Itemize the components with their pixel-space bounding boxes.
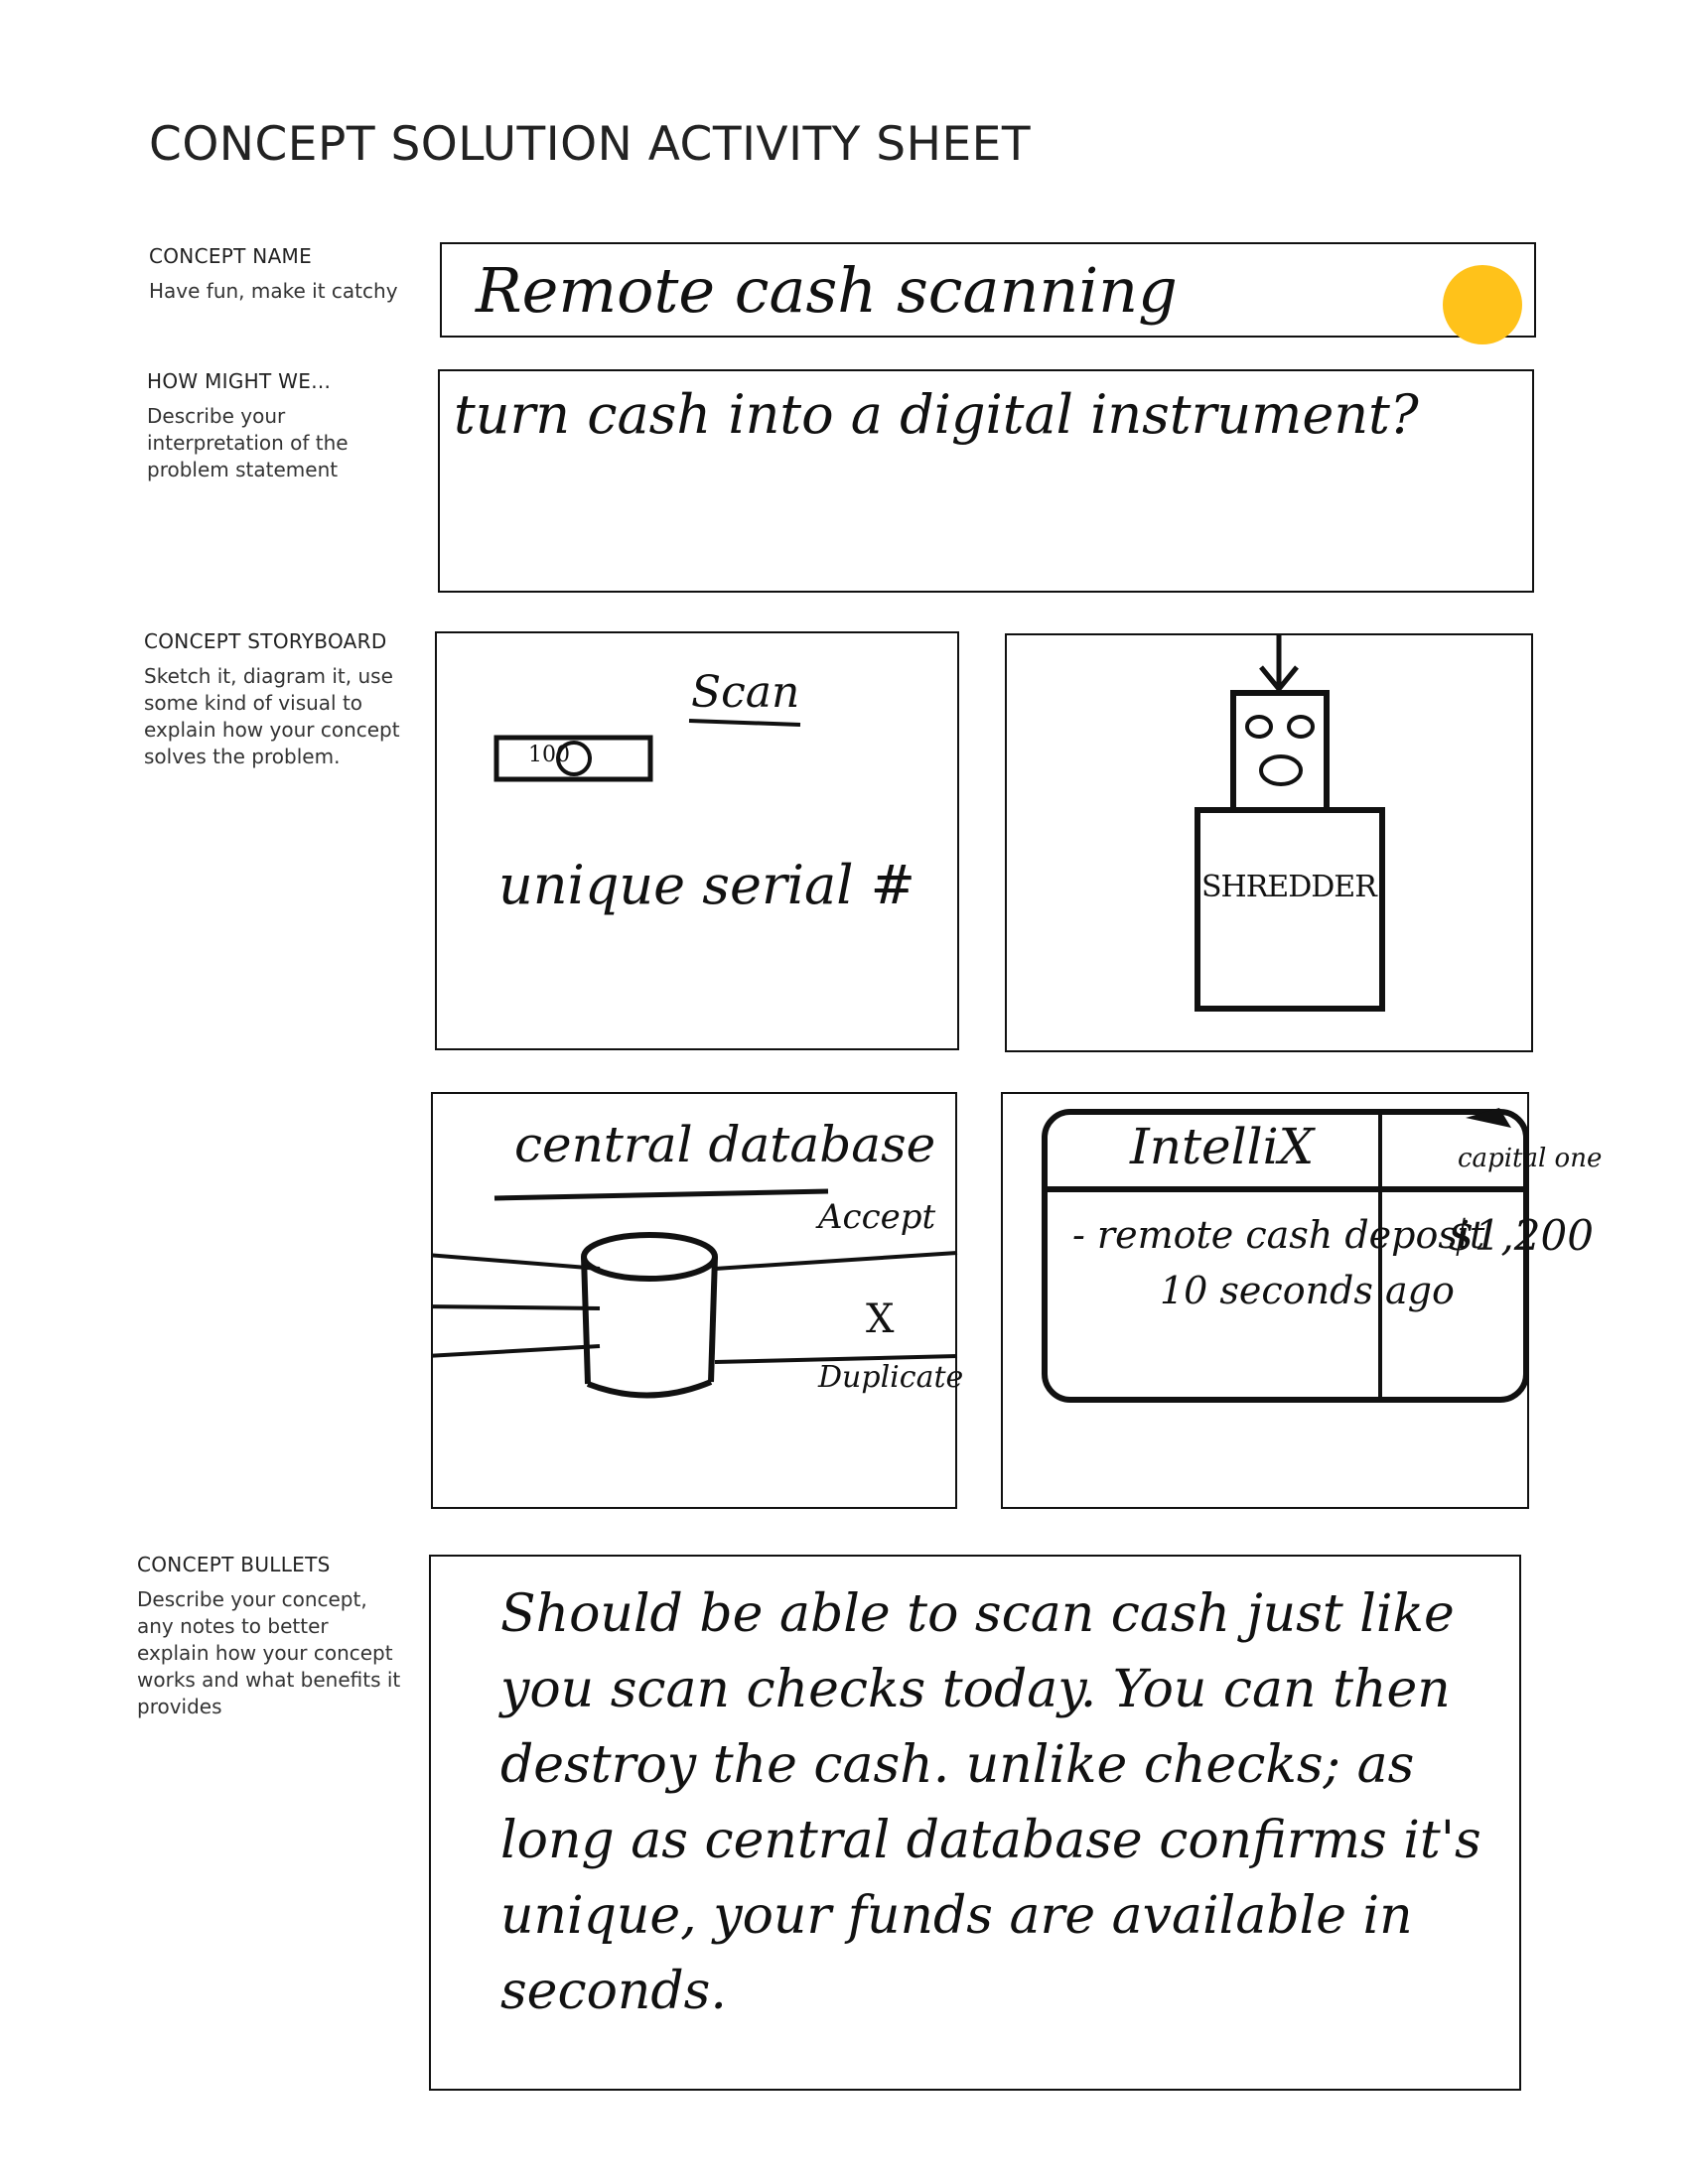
concept-bullets-text: Should be able to scan cash just like you scan checks today. You can then destroy the cash. unlike checks; as long as central database confirms it's unique, your funds are available in seconds. (500, 1584, 1481, 2021)
label-concept-name (149, 244, 417, 305)
app-name: IntelliX (1130, 1118, 1315, 1175)
storyboard-panel-database (431, 1092, 964, 1509)
serial-label: unique serial # (498, 854, 915, 916)
amount-text: $1,200 (1448, 1211, 1594, 1260)
label-how-might-we (147, 369, 415, 483)
label-description: Describe your concept, any notes to better explain how your concept works and what benefits it provides (137, 1587, 401, 1718)
how-might-we-box[interactable] (438, 369, 1534, 593)
concept-bullets-box[interactable] (429, 1555, 1521, 2091)
how-might-we-text: turn cash into a digital instrument? (454, 383, 1419, 446)
reject-mark: X (866, 1297, 895, 1342)
scan-label: Scan (691, 667, 800, 718)
label-description: Have fun, make it catchy (149, 279, 398, 303)
sheet-title: CONCEPT SOLUTION ACTIVITY SHEET (149, 117, 1032, 172)
label-heading: CONCEPT NAME (149, 244, 313, 268)
accept-label: Accept (818, 1197, 936, 1237)
sticker-dot (1443, 265, 1522, 344)
database-label: central database (514, 1116, 936, 1173)
storyboard-panel-app (1001, 1092, 1603, 1509)
label-heading: HOW MIGHT WE... (147, 369, 332, 393)
bill-denomination: 100 (528, 743, 570, 767)
label-description: Describe your interpretation of the problem statement (147, 404, 349, 481)
label-storyboard (144, 629, 412, 770)
label-description: Sketch it, diagram it, use some kind of visual to explain how your concept solves the problem. (144, 664, 400, 768)
shredder-sketch (1007, 635, 1535, 1054)
label-bullets (137, 1553, 405, 1720)
storyboard-panel-shredder (1005, 633, 1533, 1052)
bank-label: capital one (1458, 1144, 1603, 1173)
storyboard-panel-scan (435, 631, 959, 1050)
notification-text: - remote cash deposit (1072, 1213, 1485, 1257)
label-heading: CONCEPT STORYBOARD (144, 629, 387, 653)
label-heading: CONCEPT BULLETS (137, 1553, 331, 1576)
concept-name-text: Remote cash scanning (476, 254, 1178, 327)
shredder-label: SHREDDER (1201, 870, 1376, 904)
concept-name-box[interactable] (440, 242, 1536, 338)
notification-time: 10 seconds ago (1160, 1269, 1455, 1312)
duplicate-label: Duplicate (818, 1360, 964, 1395)
